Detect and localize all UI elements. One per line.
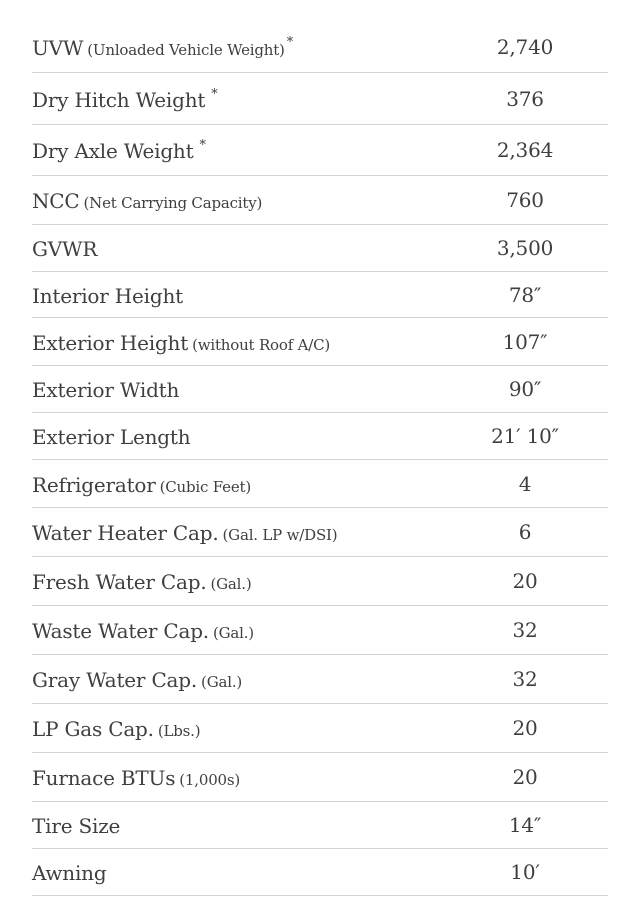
spec-note: (Gal.)	[201, 673, 243, 691]
spec-row-dry-hitch-weight	[32, 73, 608, 125]
spec-label-text: LP Gas Cap.	[32, 717, 154, 741]
spec-label-text: Exterior Length	[32, 425, 191, 449]
spec-label-text: Tire Size	[32, 814, 121, 838]
spec-value: 32	[512, 667, 538, 691]
spec-label	[32, 237, 462, 259]
spec-label-text: Furnace BTUs	[32, 766, 176, 790]
spec-label-text: NCC	[32, 189, 80, 213]
spec-label-text: Gray Water Cap.	[32, 668, 198, 692]
spec-note: (without Roof A/C)	[192, 335, 331, 354]
spec-label	[32, 378, 462, 400]
asterisk-marker: *	[286, 35, 293, 50]
spec-value: 32	[512, 618, 538, 642]
spec-label-text: Exterior Height	[32, 330, 189, 355]
spec-value: 107″	[502, 329, 548, 354]
spec-label	[32, 88, 462, 110]
spec-row-gvwr	[32, 225, 608, 272]
spec-row-dry-axle-weight	[32, 125, 608, 176]
spec-row-lp-gas-cap	[32, 704, 608, 753]
spec-value: 14″	[508, 813, 542, 837]
spec-value: 2,740	[496, 35, 554, 59]
spec-note: (Gal. LP w/DSI)	[222, 526, 338, 544]
spec-note: (Gal.)	[210, 575, 252, 593]
asterisk-marker: *	[211, 86, 218, 102]
spec-label-text: Exterior Width	[32, 378, 180, 402]
spec-label-text: Dry Hitch Weight	[32, 87, 206, 112]
spec-value: 21′ 10″	[491, 424, 559, 448]
spec-label-text: Refrigerator	[32, 472, 156, 497]
spec-label	[32, 861, 462, 883]
spec-row-interior-height	[32, 272, 608, 318]
spec-row-exterior-width	[32, 366, 608, 413]
spec-label	[32, 570, 462, 592]
spec-value: 2,364	[496, 138, 554, 162]
spec-value: 6	[518, 520, 532, 544]
spec-label	[32, 284, 462, 306]
spec-row-exterior-height	[32, 318, 608, 366]
spec-label	[32, 139, 462, 161]
spec-label-text: UVW	[32, 36, 84, 60]
spec-row-exterior-length	[32, 413, 608, 460]
spec-row-refrigerator	[32, 460, 608, 508]
spec-label-text: GVWR	[32, 237, 98, 261]
spec-label	[32, 36, 462, 58]
spec-row-gray-water-cap	[32, 655, 608, 704]
spec-value: 90″	[508, 377, 542, 401]
spec-label	[32, 473, 462, 495]
spec-row-awning	[32, 849, 608, 896]
spec-row-tire-size	[32, 802, 608, 849]
spec-label	[32, 189, 462, 211]
spec-value: 3,500	[496, 236, 554, 260]
spec-label	[32, 425, 462, 447]
spec-value: 10′	[510, 860, 540, 884]
spec-row-ncc	[32, 176, 608, 225]
spec-value: 20	[512, 716, 538, 740]
spec-label-text: Dry Axle Weight	[32, 139, 194, 163]
spec-value: 20	[512, 569, 538, 593]
spec-row-water-heater-cap	[32, 508, 608, 557]
spec-label	[32, 717, 462, 739]
asterisk-marker: *	[199, 138, 206, 153]
spec-label-text: Fresh Water Cap.	[32, 570, 207, 594]
spec-label	[32, 814, 462, 836]
spec-label	[32, 668, 462, 690]
spec-row-uvw	[32, 22, 608, 73]
spec-note: (Cubic Feet)	[159, 477, 252, 496]
spec-label	[32, 766, 462, 788]
spec-value: 760	[506, 188, 544, 212]
spec-label-text: Awning	[32, 861, 107, 885]
spec-note: (Unloaded Vehicle Weight)	[87, 41, 285, 59]
spec-value: 20	[512, 765, 538, 789]
spec-label	[32, 619, 462, 641]
spec-value: 78″	[508, 282, 542, 307]
spec-value: 4	[518, 471, 532, 496]
spec-label-text: Water Heater Cap.	[32, 521, 219, 545]
spec-row-waste-water-cap	[32, 606, 608, 655]
spec-table	[32, 22, 608, 896]
spec-note: (Gal.)	[212, 624, 254, 642]
spec-note: (Net Carrying Capacity)	[83, 194, 263, 212]
spec-label	[32, 331, 462, 353]
spec-note: (1,000s)	[179, 771, 241, 789]
spec-value: 376	[506, 86, 544, 111]
spec-label	[32, 521, 462, 543]
spec-row-fresh-water-cap	[32, 557, 608, 606]
spec-row-furnace-btus	[32, 753, 608, 802]
spec-note: (Lbs.)	[157, 722, 201, 740]
spec-label-text: Interior Height	[32, 283, 183, 308]
spec-label-text: Waste Water Cap.	[32, 619, 209, 643]
